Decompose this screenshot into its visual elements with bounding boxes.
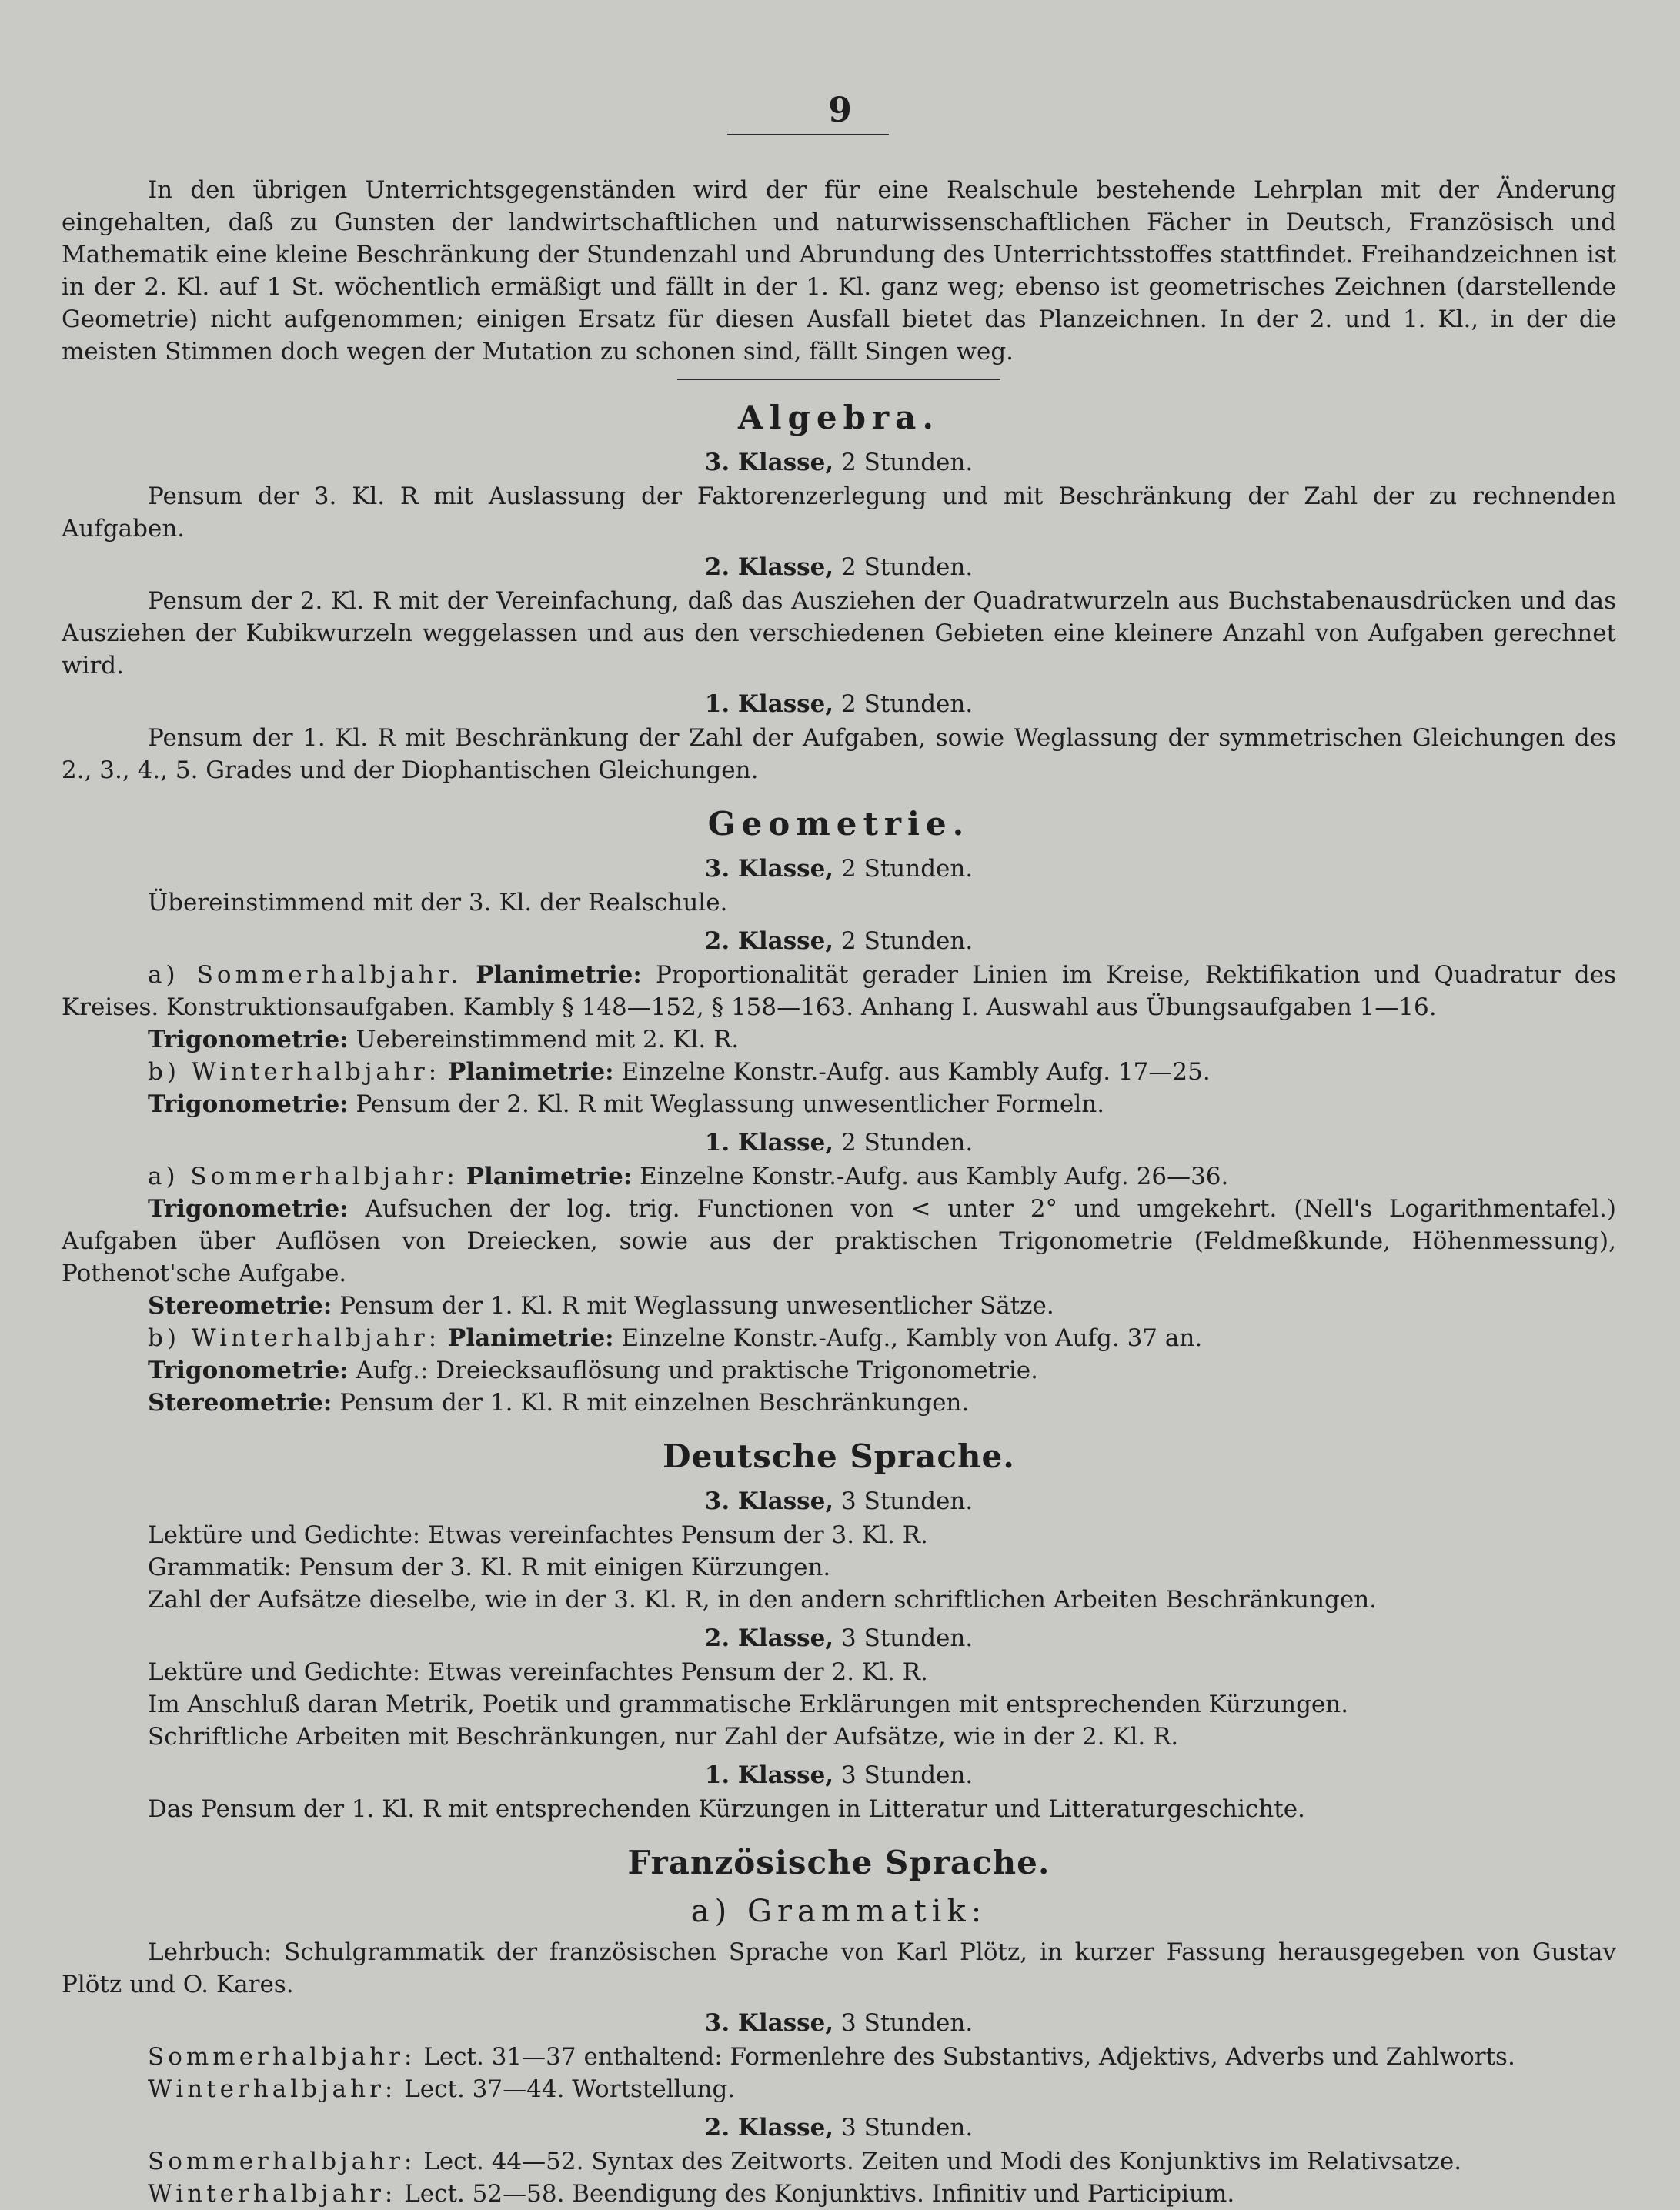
deutsch-klasse-3	[62, 1485, 1616, 1517]
topic-text: Einzelne Konstr.-Aufg. aus Kambly Aufg. 26—36.	[640, 1163, 1229, 1190]
deutsch-k2-line: Lektüre und Gedichte: Etwas vereinfachtes Pensum der 2. Kl. R.	[148, 1658, 928, 1686]
klasse-label: 1. Klasse,	[704, 690, 834, 718]
klasse-label: 3. Klasse,	[704, 1487, 834, 1515]
klasse-hours: 3 Stunden.	[841, 2114, 974, 2142]
klasse-label: 1. Klasse,	[704, 1761, 834, 1789]
halbjahr-label: b) Winterhalbjahr:	[148, 1058, 441, 1086]
klasse-hours: 2 Stunden.	[841, 449, 974, 476]
klasse-hours: 2 Stunden.	[841, 690, 974, 718]
topic-text: Einzelne Konstr.-Aufg., Kambly von Aufg. 37 an.	[621, 1324, 1203, 1352]
topic-text: Aufsuchen der log. trig. Functionen von < unter 2° und umgekehrt. (Nell's Logarithmentafel.) Aufgaben über Auflösen von Dreiecken, sowie aus der praktischen Trigonometrie (Feldmeßkunde, Höhenmessung), Pothenot'sche Aufgabe.	[62, 1195, 1616, 1287]
deutsch-k3-line: Zahl der Aufsätze dieselbe, wie in der 3. Kl. R, in den andern schriftlichen Arbeiten Beschränkungen.	[148, 1586, 1378, 1614]
topic-text: Uebereinstimmend mit 2. Kl. R.	[356, 1026, 740, 1053]
deutsch-klasse-2	[62, 1622, 1616, 1654]
klasse-hours: 2 Stunden.	[841, 553, 974, 581]
franz-klasse-3	[62, 2007, 1616, 2039]
geometrie-klasse-3	[62, 853, 1616, 885]
page-number-rule	[727, 134, 889, 135]
geometrie-k1-a-ster	[62, 1290, 1616, 1322]
geometrie-k1-b	[62, 1322, 1616, 1354]
franz-k3-winter	[62, 2073, 1616, 2105]
franz-k2-winter	[62, 2178, 1616, 2210]
franz-k3-sommer	[62, 2041, 1616, 2073]
deutsch-k2-line: Im Anschluß daran Metrik, Poetik und grammatische Erklärungen mit entsprechenden Kürzungen.	[148, 1691, 1349, 1718]
algebra-heading: Algebra.	[738, 399, 940, 436]
halbjahr-text: Lect. 52—58. Beendigung des Konjunktivs. Infinitiv und Participium.	[404, 2180, 1235, 2208]
deutsch-klasse-1	[62, 1759, 1616, 1791]
algebra-klasse-3	[62, 446, 1616, 479]
geometrie-klasse-2	[62, 925, 1616, 957]
geometrie-k2-a-trig	[62, 1023, 1616, 1056]
klasse-hours: 3 Stunden.	[841, 2009, 974, 2037]
klasse-label: 2. Klasse,	[704, 553, 834, 581]
intro-paragraph: In den übrigen Unterrichtsgegenständen wird der für eine Realschule bestehende Lehrplan mit der Änderung eingehalten, daß zu Gunsten der landwirtschaftlichen und naturwissenschaftlichen Fächer in Deutsch, Französisch und Mathematik eine kleine Beschränkung der Stundenzahl und Abrundung des Unterrichtsstoffes stattfindet. Freihandzeichnen ist in der 2. Kl. auf 1 St. wöchentlich ermäßigt und fällt in der 1. Kl. ganz weg; ebenso ist geometrisches Zeichnen (darstellende Geometrie) nicht aufgenommen; einigen Ersatz für diesen Ausfall bietet das Planzeichnen. In der 2. und 1. Kl., in der die meisten Stimmen doch wegen der Mutation zu schonen sind, fällt Singen weg.	[62, 176, 1616, 366]
deutsch-heading: Deutsche Sprache.	[663, 1437, 1015, 1475]
klasse-label: 3. Klasse,	[704, 2009, 834, 2037]
topic-text: Einzelne Konstr.-Aufg. aus Kambly Aufg. 17—25.	[621, 1058, 1211, 1086]
klasse-label: 1. Klasse,	[704, 1129, 834, 1157]
geometrie-k1-a-trig	[62, 1193, 1616, 1290]
halbjahr-label: a) Sommerhalbjahr:	[148, 1163, 459, 1190]
topic-label: Trigonometrie:	[148, 1195, 349, 1223]
halbjahr-label: b) Winterhalbjahr:	[148, 1324, 441, 1352]
topic-label: Trigonometrie:	[148, 1357, 349, 1384]
topic-label: Planimetrie:	[476, 961, 642, 989]
deutsch-k1-line: Das Pensum der 1. Kl. R mit entsprechenden Kürzungen in Litteratur und Litteraturgeschichte.	[148, 1795, 1305, 1823]
franzoesisch-heading: Französische Sprache.	[627, 1844, 1050, 1881]
klasse-hours: 2 Stunden.	[841, 855, 974, 883]
topic-text: Pensum der 1. Kl. R mit Weglassung unwesentlicher Sätze.	[339, 1292, 1054, 1320]
algebra-k1-text: Pensum der 1. Kl. R mit Beschränkung der Zahl der Aufgaben, sowie Weglassung der symmetrischen Gleichungen des 2., 3., 4., 5. Grades und der Diophantischen Gleichungen.	[62, 724, 1616, 784]
klasse-hours: 3 Stunden.	[841, 1761, 974, 1789]
algebra-k2-text: Pensum der 2. Kl. R mit der Vereinfachung, daß das Ausziehen der Quadratwurzeln aus Buchstabenausdrücken und das Ausziehen der Kubikwurzeln weggelassen und aus den verschiedenen Gebieten eine kleinere Anzahl von Aufgaben gerechnet wird.	[62, 587, 1616, 679]
geometrie-k2-b-trig	[62, 1088, 1616, 1120]
lehrbuch-text: Lehrbuch: Schulgrammatik der französischen Sprache von Karl Plötz, in kurzer Fassung herausgegeben von Gustav Plötz und O. Kares.	[62, 1938, 1616, 1998]
geometrie-heading: Geometrie.	[707, 805, 970, 843]
deutsch-k3-line: Lektüre und Gedichte: Etwas vereinfachtes Pensum der 3. Kl. R.	[148, 1521, 928, 1549]
klasse-hours: 2 Stunden.	[841, 927, 974, 955]
halbjahr-label: Winterhalbjahr:	[148, 2075, 397, 2103]
klasse-label: 2. Klasse,	[704, 1624, 834, 1652]
topic-text: Aufg.: Dreiecksauflösung und praktische Trigonometrie.	[356, 1357, 1038, 1384]
halbjahr-label: Winterhalbjahr:	[148, 2180, 397, 2208]
topic-text: Proportionalität gerader Linien im Kreise, Rektifikation und Quadratur des Kreises. Konstruktionsaufgaben. Kambly § 148—152, § 158—163. Anhang I. Auswahl aus Übungsaufgaben 1—16.	[62, 961, 1617, 1021]
geometrie-k2-a	[62, 959, 1616, 1023]
topic-label: Planimetrie:	[466, 1163, 633, 1190]
topic-label: Trigonometrie:	[148, 1090, 349, 1118]
section-divider	[677, 379, 1000, 380]
klasse-hours: 3 Stunden.	[841, 1624, 974, 1652]
halbjahr-text: Lect. 44—52. Syntax des Zeitworts. Zeiten und Modi des Konjunktivs im Relativsatze.	[423, 2148, 1462, 2175]
topic-text: Pensum der 1. Kl. R mit einzelnen Beschränkungen.	[339, 1389, 970, 1417]
topic-label: Stereometrie:	[148, 1292, 332, 1320]
geometrie-k1-a	[62, 1160, 1616, 1193]
algebra-klasse-1	[62, 688, 1616, 720]
klasse-label: 2. Klasse,	[704, 2114, 834, 2142]
klasse-label: 2. Klasse,	[704, 927, 834, 955]
geometrie-k3-text: Übereinstimmend mit der 3. Kl. der Realschule.	[148, 889, 728, 916]
halbjahr-label: Sommerhalbjahr:	[148, 2148, 416, 2175]
halbjahr-text: Lect. 31—37 enthaltend: Formenlehre des Substantivs, Adjektivs, Adverbs und Zahlworts.	[423, 2043, 1515, 2071]
klasse-hours: 3 Stunden.	[841, 1487, 974, 1515]
deutsch-k3-line: Grammatik: Pensum der 3. Kl. R mit einigen Kürzungen.	[148, 1554, 831, 1581]
halbjahr-label: Sommerhalbjahr:	[148, 2043, 416, 2071]
grammatik-subheading: a) Grammatik:	[690, 1894, 987, 1929]
halbjahr-label: a) Sommerhalbjahr.	[148, 961, 463, 989]
page-number: 9	[828, 91, 852, 130]
geometrie-klasse-1	[62, 1127, 1616, 1159]
algebra-k3-text: Pensum der 3. Kl. R mit Auslassung der Faktorenzerlegung und mit Beschränkung der Zahl der zu rechnenden Aufgaben.	[62, 482, 1616, 542]
klasse-label: 3. Klasse,	[704, 855, 834, 883]
halbjahr-text: Lect. 37—44. Wortstellung.	[404, 2075, 736, 2103]
algebra-klasse-2	[62, 551, 1616, 583]
geometrie-k1-b-trig	[62, 1354, 1616, 1387]
franz-klasse-2	[62, 2112, 1616, 2144]
geometrie-k1-b-ster	[62, 1387, 1616, 1419]
klasse-hours: 2 Stunden.	[841, 1129, 974, 1157]
geometrie-k2-b	[62, 1056, 1616, 1088]
topic-label: Planimetrie:	[448, 1324, 614, 1352]
topic-label: Trigonometrie:	[148, 1026, 349, 1053]
topic-label: Stereometrie:	[148, 1389, 332, 1417]
page-body	[62, 174, 1616, 2210]
topic-text: Pensum der 2. Kl. R mit Weglassung unwesentlicher Formeln.	[356, 1090, 1105, 1118]
topic-label: Planimetrie:	[448, 1058, 614, 1086]
klasse-label: 3. Klasse,	[704, 449, 834, 476]
deutsch-k2-line: Schriftliche Arbeiten mit Beschränkungen, nur Zahl der Aufsätze, wie in der 2. Kl. R.	[148, 1723, 1179, 1751]
